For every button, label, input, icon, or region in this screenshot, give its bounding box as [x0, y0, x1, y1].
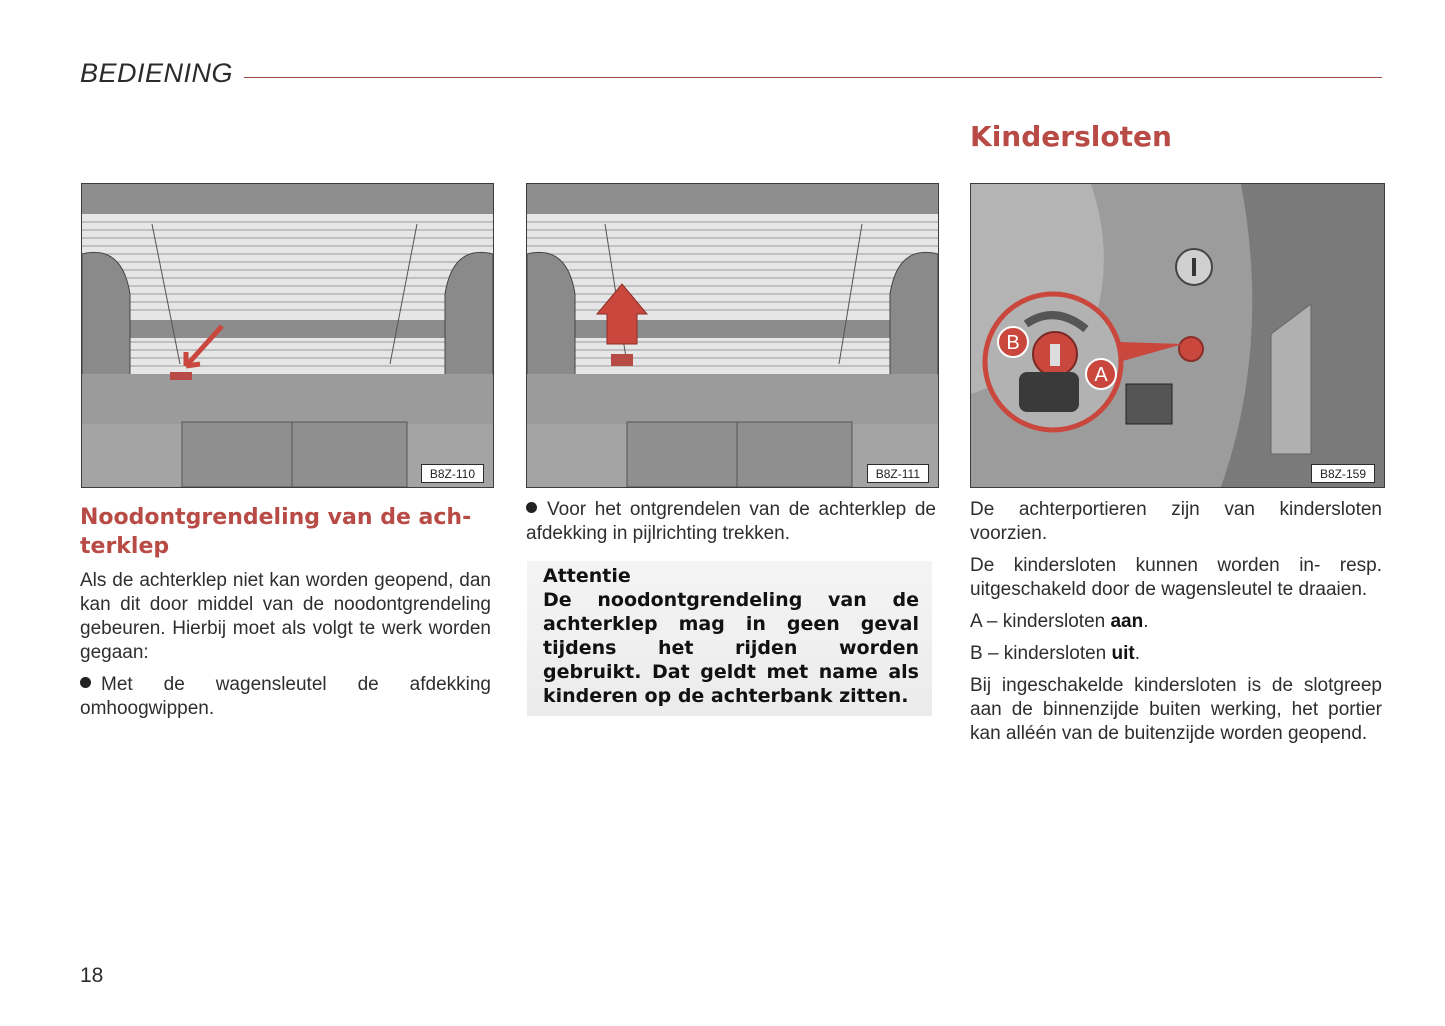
figure-code: B8Z-110 — [421, 464, 484, 483]
callout-a-label: A — [1094, 364, 1108, 386]
heading-line-2: terklep — [80, 534, 170, 559]
callout-b-label: B — [1006, 332, 1020, 354]
child-lock-a-line: A – kindersloten aan. — [970, 611, 1149, 632]
bullet-item — [80, 673, 491, 721]
child-lock-paragraph-2: De kindersloten kunnen worden in- resp. uitgeschakeld door de wagensleutel te draaien. — [970, 555, 1382, 600]
child-lock-b-line: B – kindersloten uit. — [970, 643, 1141, 664]
bullet-text: Met de wagensleutel de afdekking omhoogwippen. — [80, 674, 491, 719]
left-column — [80, 503, 491, 729]
bullet-icon — [526, 502, 537, 513]
attention-title: Attentie — [543, 565, 631, 587]
figure-rear-window-2 — [526, 183, 939, 488]
figure-code: B8Z-159 — [1311, 464, 1375, 483]
attention-text: De noodontgrendeling van de achterklep mag in geen geval tijdens het rijden worden gebruikt. Dat geldt met name als kinderen op de achterbank zitten. — [543, 589, 919, 707]
child-lock-paragraph-3: Bij ingeschakelde kindersloten is de slotgreep aan de binnenzijde buiten werking, het portier kan alléén van de buitenzijde worden geopend. — [970, 675, 1382, 744]
kindersloten-title: Kindersloten — [970, 120, 1172, 153]
page-number: 18 — [80, 964, 104, 987]
section-title: BEDIENING — [80, 58, 234, 88]
middle-column — [526, 498, 936, 554]
header-rule — [244, 77, 1382, 78]
child-lock-a-value: aan — [1110, 611, 1144, 632]
figure-child-lock — [970, 183, 1385, 488]
intro-paragraph: Als de achterklep niet kan worden geopend, dan kan dit door middel van de noodontgrendeling gebeuren. Hierbij moet als volgt te werk worden gegaan: — [80, 570, 491, 663]
rear-window-illustration — [527, 184, 938, 487]
attention-box — [527, 561, 932, 716]
bullet-text: Voor het ontgrendelen van de achterklep de afdekking in pijlrichting trekken. — [526, 499, 936, 544]
figure-rear-window-1 — [81, 183, 494, 488]
child-lock-illustration — [971, 184, 1384, 487]
emergency-release-heading — [80, 503, 491, 561]
bullet-item — [526, 498, 936, 546]
figure-code: B8Z-111 — [867, 464, 929, 483]
child-lock-paragraph-1: De achterportieren zijn van kindersloten voorzien. — [970, 499, 1382, 544]
rear-window-illustration — [82, 184, 493, 487]
child-lock-b-value: uit — [1111, 643, 1135, 664]
heading-line-1: Noodontgrendeling van de ach- — [80, 505, 472, 530]
bullet-icon — [80, 677, 91, 688]
right-column — [970, 498, 1382, 754]
